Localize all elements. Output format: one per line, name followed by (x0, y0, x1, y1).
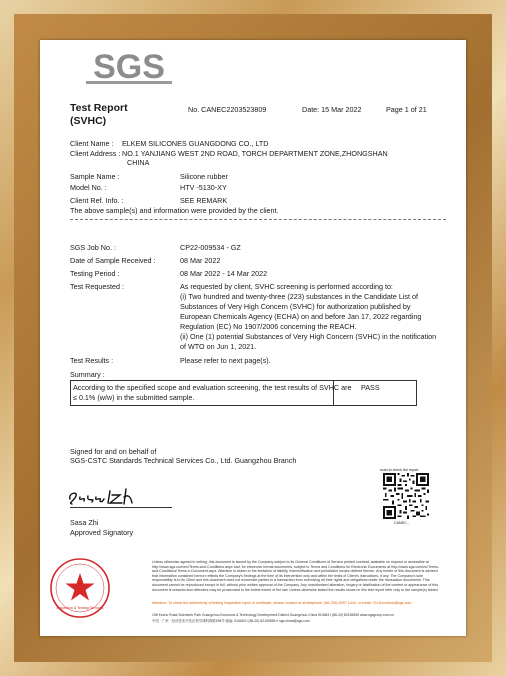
client-address-value: NO.1 YANJIANG WEST 2ND ROAD, TORCH DEPARTMENT ZONE,ZHONGSHAN (122, 149, 388, 158)
test-requested-label: Test Requested : (70, 282, 124, 291)
report-date: Date: 15 Mar 2022 (302, 105, 362, 114)
qr-code-graphic (383, 473, 429, 519)
client-address-value-2: CHINA (127, 158, 150, 167)
report-page: Page 1 of 21 (386, 105, 427, 114)
divider (70, 219, 446, 220)
test-requested-line: As requested by client, SVHC screening is performed according to: (180, 282, 393, 291)
signed-on-behalf: Signed for and on behalf of (70, 447, 157, 456)
certificate-paper (40, 40, 466, 636)
client-name-label: Client Name : (70, 139, 114, 148)
summary-label: Summary : (70, 370, 105, 379)
seal-graphic (49, 557, 111, 619)
signature-graphic (66, 485, 138, 507)
summary-result: PASS (361, 383, 380, 392)
qr-code[interactable] (383, 473, 429, 519)
summary-text-line: ≤ 0.1% (w/w) in the submitted sample. (73, 393, 195, 402)
test-requested-line: (ii) One (1) potential Substances of Very High Concern (SVHC) in the notification (180, 332, 437, 341)
report-title: Test Report (70, 102, 128, 114)
received-date-label: Date of Sample Received : (70, 256, 156, 265)
test-requested-line: of WTO on Jun 1, 2021. (180, 342, 257, 351)
test-requested-line: (i) Two hundred and twenty-three (223) substances in the Candidate List of (180, 292, 418, 301)
sgs-logo-text: SGS (93, 48, 165, 86)
sgs-logo-graphic (86, 48, 172, 88)
client-address-label: Client Address : (70, 149, 121, 158)
seal-text: Inspection & Testing Services (56, 606, 104, 610)
received-date-value: 08 Mar 2022 (180, 256, 221, 265)
sample-name-value: Silicone rubber (180, 172, 228, 181)
signatory-name: Sasa Zhi (70, 518, 99, 527)
sgs-logo (86, 48, 172, 88)
official-seal (49, 557, 111, 619)
client-ref-value: SEE REMARK (180, 196, 228, 205)
model-no-value: HTV -5130-XY (180, 183, 227, 192)
test-requested-line: European Chemicals Agency (ECHA) on and before Jan 17, 2022 regarding (180, 312, 422, 321)
client-ref-label: Client Ref. Info. : (70, 196, 124, 205)
handwritten-signature (66, 485, 138, 507)
client-name-value: ELKEM SILICONES GUANGDONG CO., LTD (122, 139, 269, 148)
job-no-label: SGS Job No. : (70, 243, 116, 252)
signed-company: SGS-CSTC Standards Technical Services Co., Ltd. Guangzhou Branch (70, 456, 297, 465)
sample-note: The above sample(s) and information were provided by the client. (70, 206, 279, 215)
terms-fine-print: Unless otherwise agreed in writing, this document is issued by the Company subject to its General Conditions of Service printed overleaf, available on request or accessible at http://www.sgs.com/en/Terms-and-Conditions.aspx and, for electronic format documents, subject to Terms and Conditions for Electronic Documents at http://www.sgs.com/en/Terms-and-Conditions/Terms-e-Document.aspx. Attention is drawn to the limitation of liability, indemnification and jurisdiction issues defined therein. Any holder of this document is advised that information contained hereon reflects the Company's findings at the time of its intervention only and within the limits of Client's instructions, if any. The Company's sole responsibility is to its Client and this document does not exonerate parties to a transaction from exercising all their rights and obligations under the transaction documents. This document cannot be reproduced except in full, without prior written approval of the Company. Any unauthorized alteration, forgery or falsification of the content or appearance of this document is unlawful and offenders may be prosecuted to the fullest extent of the law. Unless otherwise stated the results shown in this test report refer only to the sample(s) tested. (152, 560, 440, 592)
signature-line (70, 507, 172, 508)
test-requested-line: Substances of Very High Concern (SVHC) for authorization published by (180, 302, 411, 311)
qr-caption-top: scan to check the report (380, 468, 419, 472)
job-no-value: CP22-009534 - GZ (180, 243, 241, 252)
test-requested-line: Regulation (EC) No 1907/2006 concerning the REACH. (180, 322, 357, 331)
summary-text-cell (71, 381, 352, 405)
footer-address: 198 Kezhu Road,Scientech Park Guangzhou Economic & Technology Development District,Guangzhou,China 510663 t (86-20) 82155555 www.sgsgroup.com.cn (152, 613, 394, 617)
signatory-title: Approved Signatory (70, 528, 134, 537)
test-results-value: Please refer to next page(s). (180, 356, 271, 365)
model-no-label: Model No. : (70, 183, 107, 192)
test-results-label: Test Results : (70, 356, 114, 365)
footer-address-cn: 中国 · 广州 · 经济技术开发区科学城科珠路198号 邮编: 510663 t (86-20) 82155555 e sgs.china@sgs.com (152, 619, 310, 623)
report-subtitle: (SVHC) (70, 115, 107, 127)
authenticity-notice: Attention: To check the authenticity of testing /inspection report & certificate, please contact us at telephone: (86-755) 8307 1443, or email: CN.Doccheck@sgs.com (152, 601, 412, 605)
sample-name-label: Sample Name : (70, 172, 120, 181)
testing-period-label: Testing Period : (70, 269, 120, 278)
summary-box (70, 380, 417, 406)
summary-text-line: According to the specified scope and evaluation screening, the test results of SVHC are (73, 383, 352, 392)
report-number: No. CANEC2203523809 (188, 105, 267, 114)
testing-period-value: 08 Mar 2022 - 14 Mar 2022 (180, 269, 268, 278)
qr-caption-bottom: CANEC... (394, 521, 410, 525)
